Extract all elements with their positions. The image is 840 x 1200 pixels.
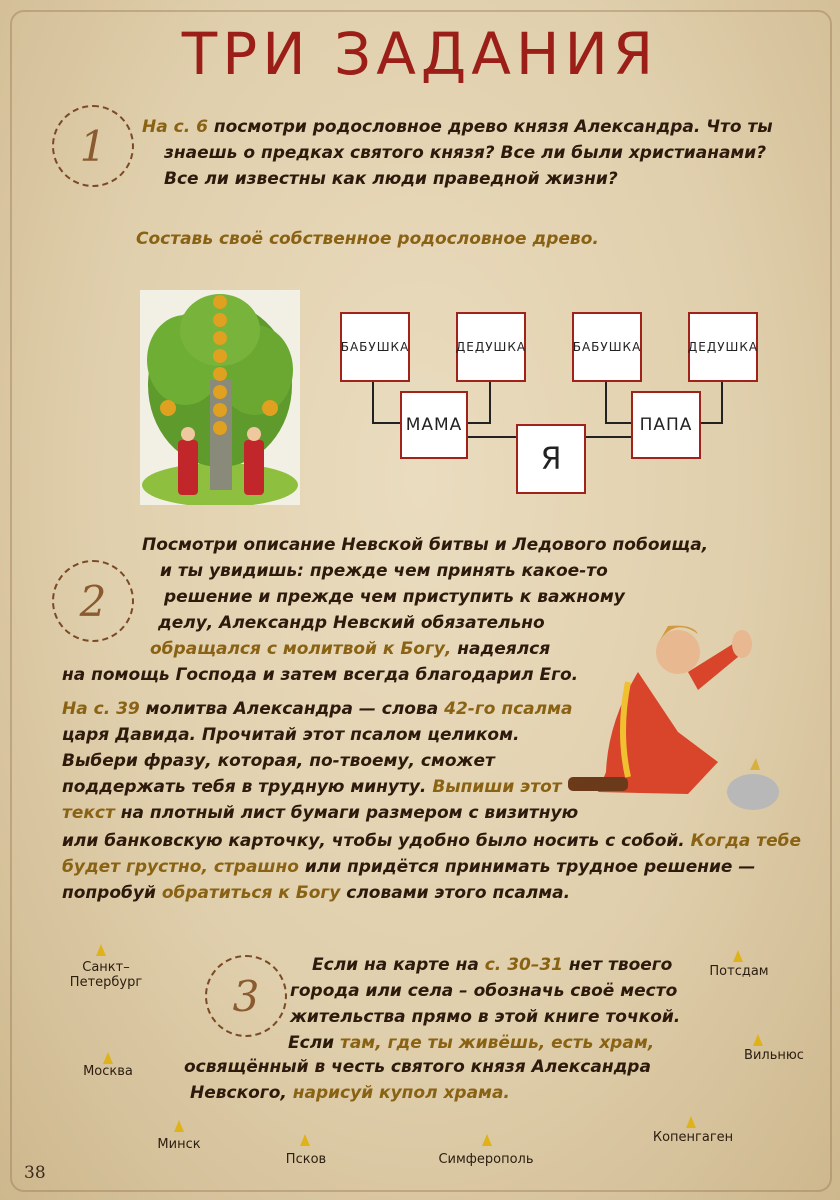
city-label-moscow: Москва xyxy=(83,1064,133,1079)
task-3-line-4: Если там, где ты живёшь, есть храм, xyxy=(288,1033,655,1053)
task-1-instruction: Составь своё собственное родословное древо. xyxy=(136,229,599,249)
page-number: 38 xyxy=(24,1163,46,1183)
city-label-vilnius: Вильнюс xyxy=(744,1048,804,1063)
city-pin-icon xyxy=(96,944,106,956)
city-pin-icon xyxy=(482,1134,492,1146)
city-pin-icon xyxy=(733,950,743,962)
task-3-line-2: города или села – обозначь своё место xyxy=(290,981,678,1001)
city-pin-icon xyxy=(174,1120,184,1132)
city-pin-icon xyxy=(753,1034,763,1046)
tree-box-grandpa-2: ДЕДУШКА xyxy=(688,312,758,382)
task-2-para-2-line-3: Выбери фразу, которая, по-твоему, сможет xyxy=(62,751,495,771)
task-2-para-2-line-4: поддержать тебя в трудную минуту. Выпиши этот xyxy=(62,777,562,797)
task-3-line-5: освящённый в честь святого князя Александра xyxy=(184,1057,651,1077)
city-label-simferopol: Симферополь xyxy=(438,1152,534,1167)
task-1-number: 1 xyxy=(79,121,107,171)
task-2-para-2-line-2: царя Давида. Прочитай этот псалом целиком. xyxy=(62,725,520,745)
task-2-para-2-line-5: текст на плотный лист бумаги размером с визитную xyxy=(62,803,579,823)
city-label-copenhagen: Копенгаген xyxy=(652,1130,734,1145)
task-2-line-1: Посмотри описание Невской битвы и Ледового побоища, xyxy=(142,535,709,555)
task-1-line-3: Все ли известны как люди праведной жизни? xyxy=(164,169,618,189)
task-2-line-3: решение и прежде чем приступить к важному xyxy=(164,587,625,607)
task-2-line-5: обращался с молитвой к Богу, надеялся xyxy=(150,639,551,659)
city-label-potsdam: Потсдам xyxy=(709,964,769,979)
task-2-number: 2 xyxy=(79,576,107,626)
task-2-para-2-line-7: будет грустно, страшно или придётся принимать трудное решение — xyxy=(62,857,756,877)
tree-box-father: ПАПА xyxy=(631,391,701,459)
task-1-page-ref: На с. 6 xyxy=(142,117,208,137)
task-2-para-2-line-6: или банковскую карточку, чтобы удобно было носить с собой. Когда тебе xyxy=(62,831,802,851)
task-3-line-1: Если на карте на с. 30–31 нет твоего xyxy=(312,955,673,975)
tree-box-grandpa-1: ДЕДУШКА xyxy=(456,312,526,382)
task-2-line-6: на помощь Господа и затем всегда благодарил Его. xyxy=(62,665,579,685)
task-2-line-2: и ты увидишь: прежде чем принять какое-то xyxy=(160,561,608,581)
city-label-pskov: Псков xyxy=(285,1152,327,1167)
city-pin-icon xyxy=(686,1116,696,1128)
tree-box-grandma-1: БАБУШКА xyxy=(340,312,410,382)
city-pin-icon xyxy=(103,1052,113,1064)
task-2-para-2-line-8: попробуй обратиться к Богу словами этого псалма. xyxy=(62,883,571,903)
task-3-line-6: Невского, нарисуй купол храма. xyxy=(190,1083,510,1103)
task-1-line-2: знаешь о предках святого князя? Все ли были христианами? xyxy=(164,143,767,163)
task-3-line-3: жительства прямо в этой книге точкой. xyxy=(290,1007,681,1027)
tree-box-mother: МАМА xyxy=(400,391,468,459)
task-2-para-2-line-1: На с. 39 молитва Александра — слова 42-го псалма xyxy=(62,699,573,719)
praying-prince-illustration xyxy=(568,612,800,812)
task-2-line-4: делу, Александр Невский обязательно xyxy=(158,613,545,633)
task-2-badge xyxy=(52,560,134,642)
city-label-minsk: Минск xyxy=(157,1137,201,1152)
city-pin-icon xyxy=(300,1134,310,1146)
tree-box-me: Я xyxy=(516,424,586,494)
city-label-saint-petersburg: Санкт– Петербург xyxy=(69,960,143,990)
page-title: ТРИ ЗАДАНИЯ xyxy=(181,20,659,88)
tree-box-grandma-2: БАБУШКА xyxy=(572,312,642,382)
task-1-line-1: На с. 6 посмотри родословное древо князя Александра. Что ты xyxy=(142,117,773,137)
task-3-number: 3 xyxy=(232,971,260,1021)
task-3-badge xyxy=(205,955,287,1037)
